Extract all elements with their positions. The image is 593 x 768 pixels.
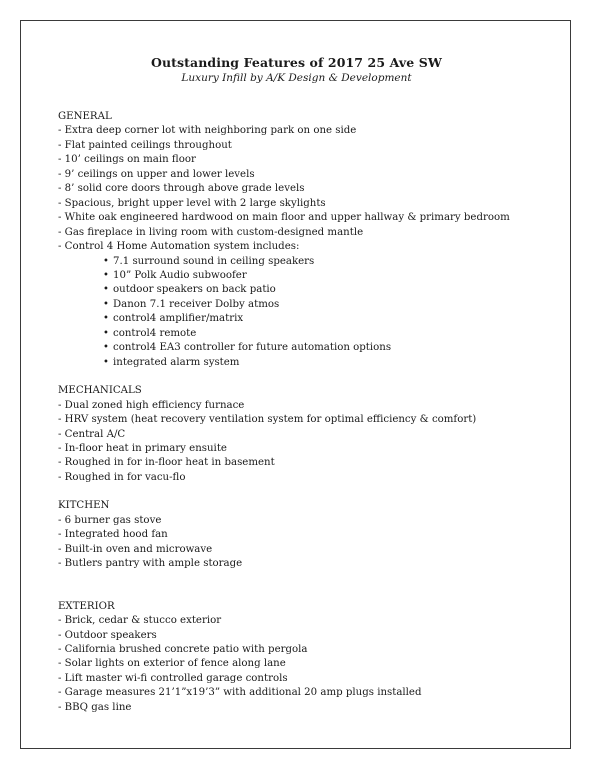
document-subtitle: Luxury Infill by A/K Design & Development bbox=[181, 72, 412, 84]
bullet-item: • control4 remote bbox=[103, 327, 558, 341]
list-item: - Integrated hood fan bbox=[58, 529, 168, 541]
list-item: - In-floor heat in primary ensuite bbox=[58, 442, 227, 454]
exterior-items bbox=[58, 614, 558, 715]
list-item: - Roughed in for vacu-flo bbox=[58, 471, 186, 483]
section-heading-kitchen: KITCHEN bbox=[58, 500, 110, 512]
list-item: - Lift master wi-fi controlled garage controls bbox=[58, 672, 288, 684]
document-header bbox=[0, 55, 593, 85]
section-heading-mechanicals: MECHANICALS bbox=[58, 385, 142, 397]
list-item: - 8’ solid core doors through above grade levels bbox=[58, 183, 305, 195]
list-item: - Outdoor speakers bbox=[58, 629, 157, 641]
list-item: - Roughed in for in-floor heat in basement bbox=[58, 457, 275, 469]
list-item: - Brick, cedar & stucco exterior bbox=[58, 615, 222, 627]
spacer bbox=[58, 370, 558, 384]
spacer bbox=[58, 572, 558, 600]
section-heading-general: GENERAL bbox=[58, 111, 112, 122]
bullet-item: • Danon 7.1 receiver Dolby atmos bbox=[103, 298, 558, 312]
section-heading-exterior: EXTERIOR bbox=[58, 600, 115, 612]
bullet-item: • 10” Polk Audio subwoofer bbox=[103, 269, 558, 283]
list-item: - Control 4 Home Automation system includes: bbox=[58, 241, 300, 253]
features-list bbox=[58, 110, 558, 715]
list-item: - Central A/C bbox=[58, 428, 126, 440]
list-item: - BBQ gas line bbox=[58, 701, 132, 713]
list-item: - HRV system (heat recovery ventilation system for optimal efficiency & comfort) bbox=[58, 414, 477, 426]
bullet-item: • control4 EA3 controller for future automation options bbox=[103, 341, 558, 355]
list-item: - Gas fireplace in living room with custom-designed mantle bbox=[58, 226, 364, 238]
mechanicals-items bbox=[58, 399, 558, 486]
list-item: - Butlers pantry with ample storage bbox=[58, 558, 243, 570]
list-item: - Solar lights on exterior of fence along lane bbox=[58, 658, 286, 670]
list-item: - Garage measures 21’1”x19’3” with additional 20 amp plugs installed bbox=[58, 687, 422, 699]
list-item: - Flat painted ceilings throughout bbox=[58, 139, 232, 151]
list-item: - Spacious, bright upper level with 2 large skylights bbox=[58, 197, 326, 209]
bullet-item: • integrated alarm system bbox=[103, 356, 558, 370]
section-general bbox=[58, 110, 558, 370]
bullet-item: • control4 amplifier/matrix bbox=[103, 312, 558, 326]
section-exterior bbox=[58, 600, 558, 716]
bullet-item: • 7.1 surround sound in ceiling speakers bbox=[103, 255, 558, 269]
section-kitchen bbox=[58, 499, 558, 571]
section-mechanicals bbox=[58, 384, 558, 485]
kitchen-items bbox=[58, 514, 558, 572]
list-item: - 9’ ceilings on upper and lower levels bbox=[58, 168, 255, 180]
list-item: - White oak engineered hardwood on main floor and upper hallway & primary bedroom bbox=[58, 212, 510, 224]
document-title: Outstanding Features of 2017 25 Ave SW bbox=[150, 55, 443, 70]
list-item: - Built-in oven and microwave bbox=[58, 543, 213, 555]
general-items bbox=[58, 124, 558, 254]
spacer bbox=[58, 485, 558, 499]
list-item: - California brushed concrete patio with pergola bbox=[58, 643, 308, 655]
list-item: - Dual zoned high efficiency furnace bbox=[58, 399, 245, 411]
list-item: - 10’ ceilings on main floor bbox=[58, 154, 196, 166]
bullet-item: • outdoor speakers on back patio bbox=[103, 283, 558, 297]
list-item: - Extra deep corner lot with neighboring park on one side bbox=[58, 125, 357, 137]
control4-items bbox=[58, 255, 558, 371]
list-item: - 6 burner gas stove bbox=[58, 514, 162, 526]
